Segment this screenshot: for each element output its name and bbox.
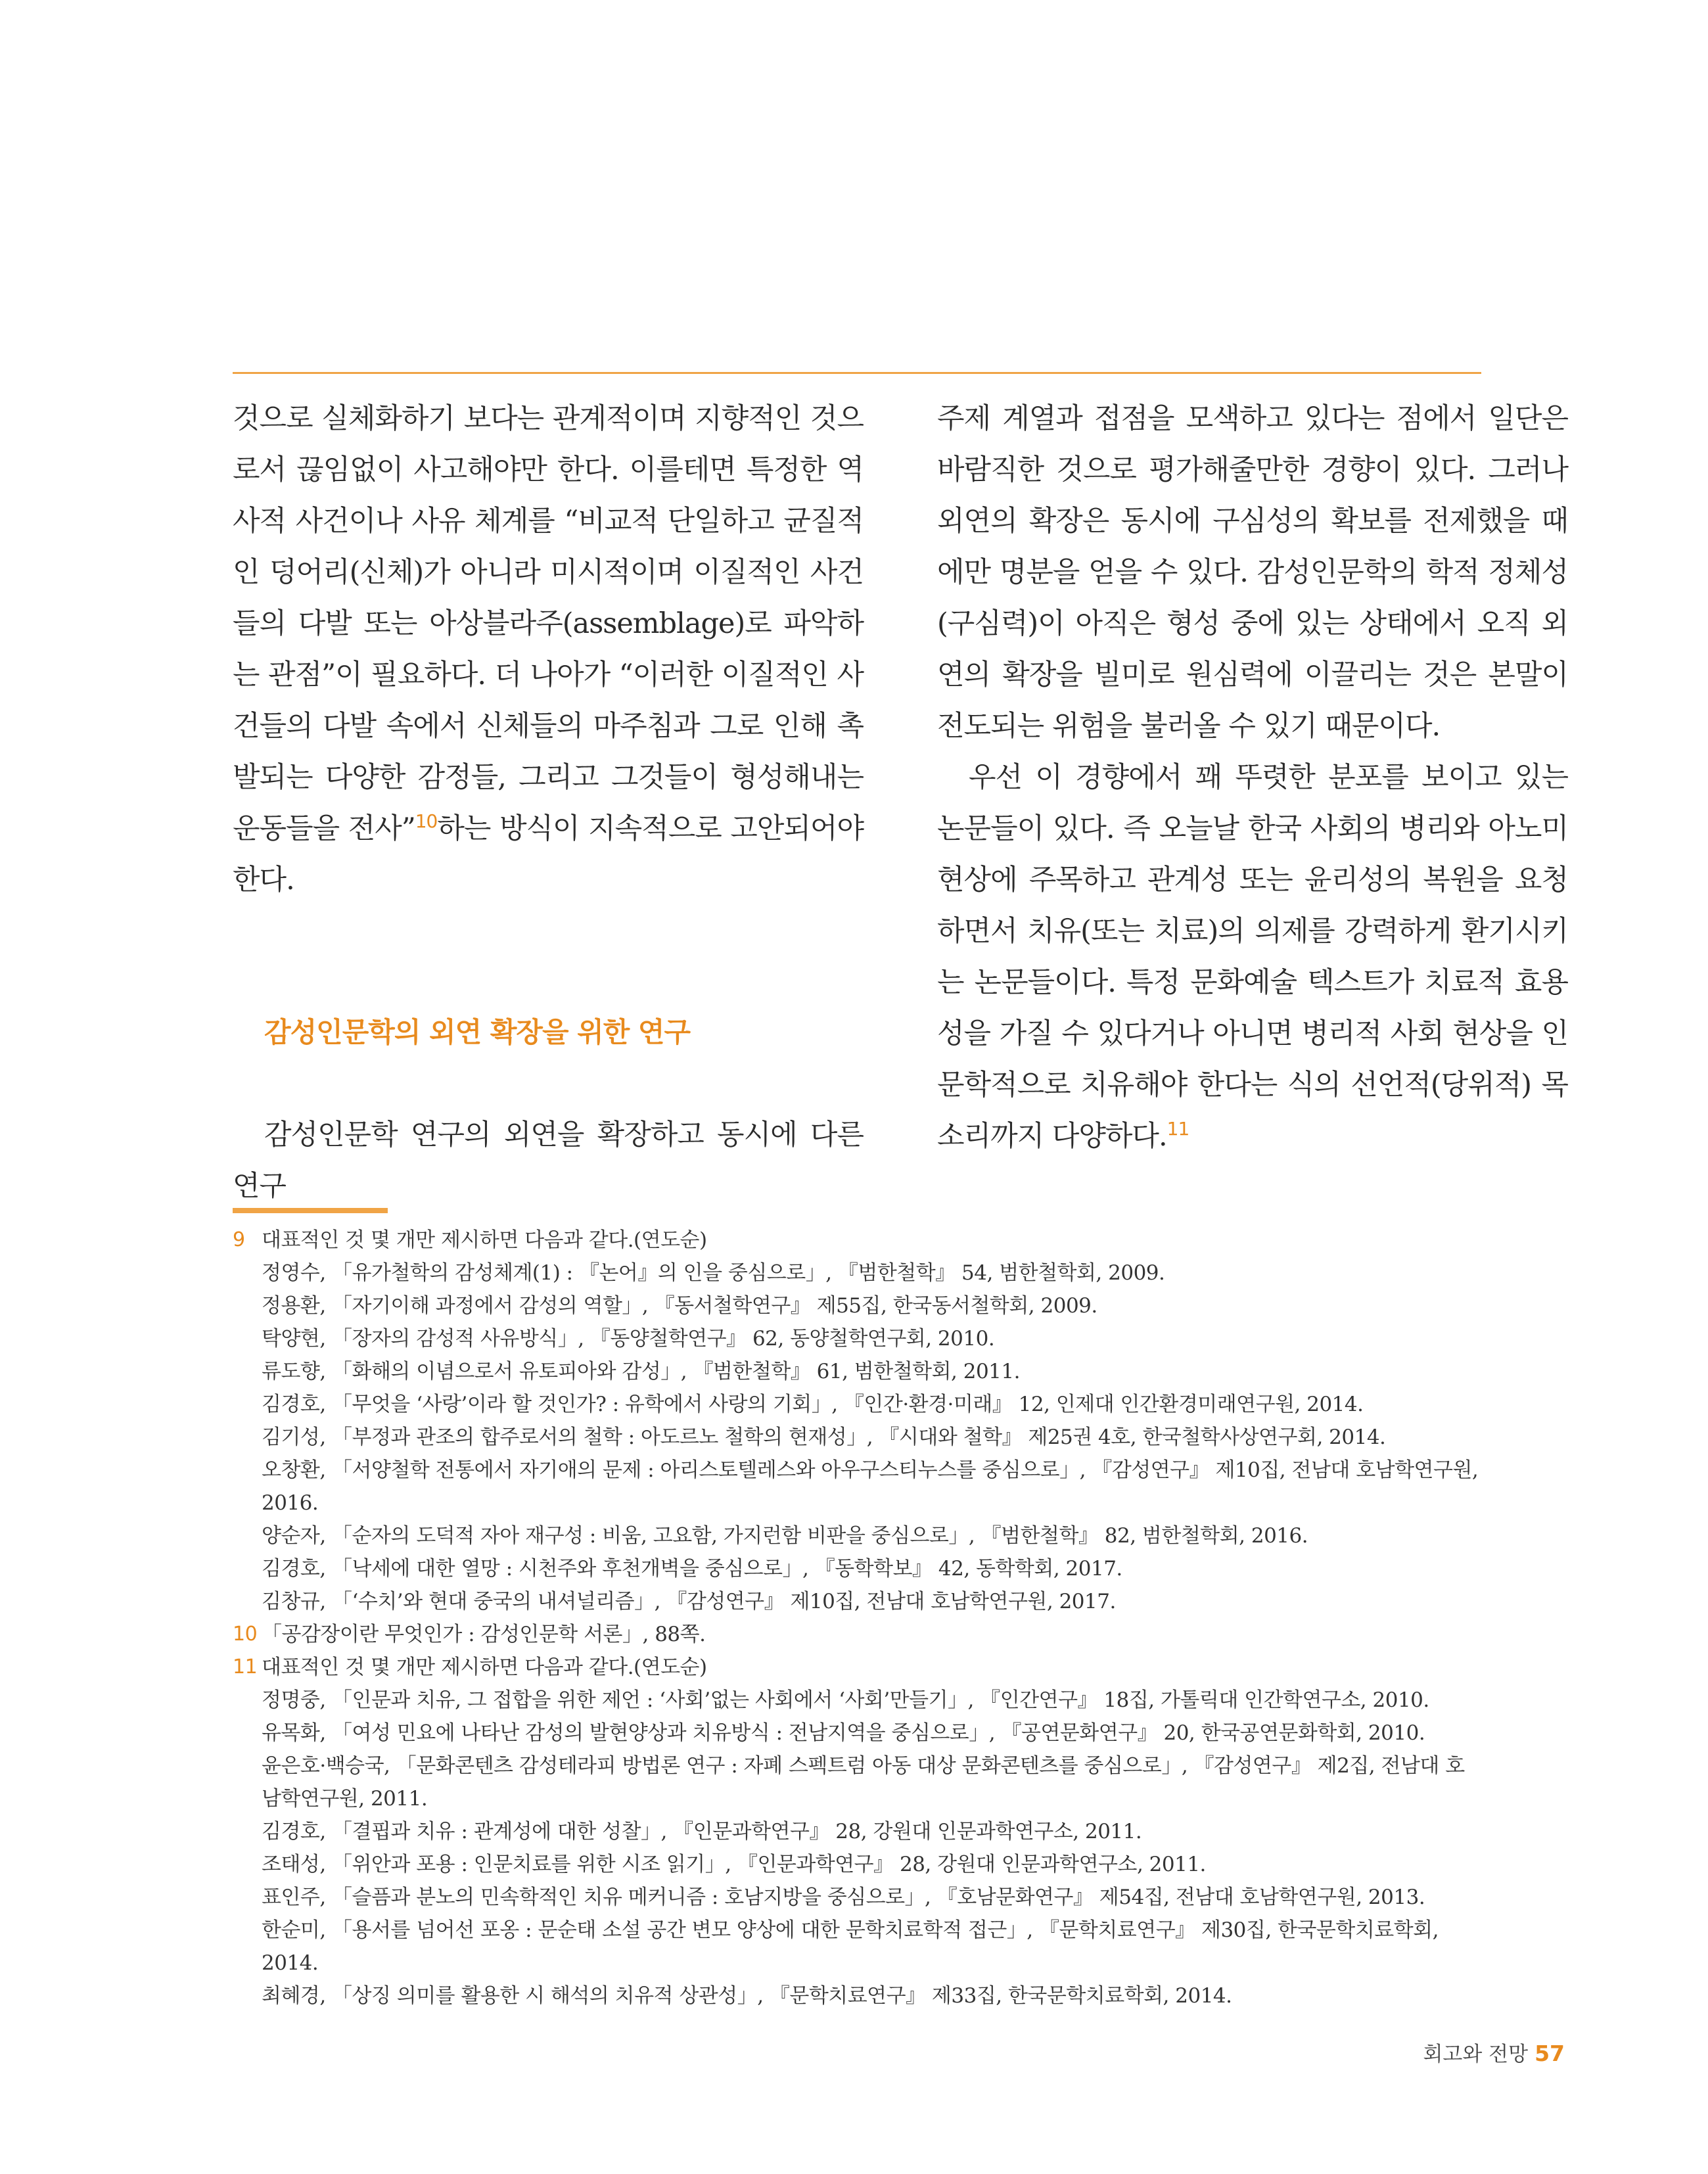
page-footer — [1423, 2037, 1565, 2067]
footnote-reference: 정명중, 「인문과 치유, 그 접합을 위한 제언 : ‘사회’없는 사회에서 ‘사회’만들기」, 『인간연구』 18집, 가톨릭대 인간학연구소, 2010. — [262, 1688, 1429, 1712]
footnote-9 — [233, 1224, 1481, 1618]
footnote-reference: 김창규, 「‘수치’와 현대 중국의 내셔널리즘」, 『감성연구』 제10집, 전남대 호남학연구원, 2017. — [262, 1590, 1116, 1613]
footnote-reference: 최혜경, 「상징 의미를 활용한 시 해석의 치유적 상관성」, 『문학치료연구』 제33집, 한국문학치료학회, 2014. — [262, 1984, 1232, 2008]
body-paragraph: 것으로 실체화하기 보다는 관계적이며 지향적인 것으로서 끊임없이 사고해야만 한다. 이를테면 특정한 역사적 사건이나 사유 체계를 “비교적 단일하고 균질적인 덩어리(신체)가 아니라 미시적이며 이질적인 사건들의 다발 또는 아상블라주(assemblage)로 파악하는 관점”이 필요하다. 더 나아가 “이러한 이질적인 사건들의 다발 속에서 신체들의 마주침과 그로 인해 촉발되는 다양한 감정들, 그리고 그것들이 형성해내는 운동들을 전사”$^{10}$하는 방식이 지속적으로 고안되어야 한다. — [233, 402, 864, 896]
footnote-11 — [233, 1651, 1481, 2012]
footnote-intro: 대표적인 것 몇 개만 제시하면 다음과 같다.(연도순) — [262, 1655, 707, 1679]
footnote-text: 「공감장이란 무엇인가 : 감성인문학 서론」, 88쪽. — [262, 1623, 706, 1646]
section-heading: 감성인문학의 외연 확장을 위한 연구 — [264, 1016, 691, 1048]
footnote-number: 9 — [233, 1228, 245, 1251]
footnote-reference: 정용환, 「자기이해 과정에서 감성의 역할」, 『동서철학연구』 제55집, 한국동서철학회, 2009. — [262, 1294, 1097, 1318]
footnote-reference: 오창환, 「서양철학 전통에서 자기애의 문제 : 아리스토텔레스와 아우구스티누스를 중심으로」, 『감성연구』 제10집, 전남대 호남학연구원, 2016. — [262, 1458, 1479, 1515]
top-rule — [233, 372, 1481, 374]
footnote-reference: 정영수, 「유가철학의 감성체계(1) : 『논어』의 인을 중심으로」, 『범한철학』 54, 범한철학회, 2009. — [262, 1261, 1165, 1285]
footnote-number: 10 — [233, 1623, 258, 1646]
footnote-reference: 표인주, 「슬픔과 분노의 민속학적인 치유 메커니즘 : 호남지방을 중심으로」, 『호남문화연구』 제54집, 전남대 호남학연구원, 2013. — [262, 1885, 1425, 1909]
footnotes — [233, 1224, 1481, 2012]
footnote-number: 11 — [233, 1655, 258, 1678]
right-column — [937, 393, 1568, 1162]
footnote-reference: 탁양현, 「장자의 감성적 사유방식」, 『동양철학연구』 62, 동양철학연구회, 2010. — [262, 1327, 995, 1351]
body-paragraph: 주제 계열과 접점을 모색하고 있다는 점에서 일단은 바람직한 것으로 평가해줄만한 경향이 있다. 그러나 외연의 확장은 동시에 구심성의 확보를 전제했을 때에만 명분을 얻을 수 있다. 감성인문학의 학적 정체성(구심력)이 아직은 형성 중에 있는 상태에서 오직 외연의 확장을 빌미로 원심력에 이끌리는 것은 본말이 전도되는 위험을 불러올 수 있기 때문이다. — [937, 402, 1568, 743]
body-paragraph: 우선 이 경향에서 꽤 뚜렷한 분포를 보이고 있는 논문들이 있다. 즉 오늘날 한국 사회의 병리와 아노미 현상에 주목하고 관계성 또는 윤리성의 복원을 요청하면서 치유(또는 치료)의 의제를 강력하게 환기시키는 논문들이다. 특정 문화예술 텍스트가 치료적 효용성을 가질 수 있다거나 아니면 병리적 사회 현상을 인문학적으로 치유해야 한다는 식의 선언적(당위적) 목소리까지 다양하다.$^{11}$ — [937, 761, 1568, 1153]
body-paragraph: 감성인문학 연구의 외연을 확장하고 동시에 다른 연구 — [233, 1119, 864, 1203]
footnote-reference: 류도향, 「화해의 이념으로서 유토피아와 감성」, 『범한철학』 61, 범한철학회, 2011. — [262, 1360, 1020, 1383]
footnote-reference: 윤은호·백승국, 「문화콘텐츠 감성테라피 방법론 연구 : 자폐 스펙트럼 아동 대상 문화콘텐츠를 중심으로」, 『감성연구』 제2집, 전남대 호남학연구원, 2011. — [262, 1754, 1465, 1811]
footnote-reference: 김경호, 「결핍과 치유 : 관계성에 대한 성찰」, 『인문과학연구』 28, 강원대 인문과학연구소, 2011. — [262, 1820, 1142, 1843]
footnote-10 — [233, 1618, 1481, 1651]
footnote-reference: 김기성, 「부정과 관조의 합주로서의 철학 : 아도르노 철학의 현재성」, 『시대와 철학』 제25권 4호, 한국철학사상연구회, 2014. — [262, 1425, 1386, 1449]
footnote-ref-10[interactable]: 10 — [415, 810, 438, 832]
footnote-reference: 김경호, 「낙세에 대한 열망 : 시천주와 후천개벽을 중심으로」, 『동학학보』 42, 동학학회, 2017. — [262, 1557, 1122, 1581]
footnote-reference: 유목화, 「여성 민요에 나타난 감성의 발현양상과 치유방식 : 전남지역을 중심으로」, 『공연문화연구』 20, 한국공연문화학회, 2010. — [262, 1721, 1425, 1745]
footnote-reference: 한순미, 「용서를 넘어선 포옹 : 문순태 소설 공간 변모 양상에 대한 문학치료학적 접근」, 『문학치료연구』 제30집, 한국문학치료학회, 2014. — [262, 1918, 1439, 1975]
left-column — [233, 393, 864, 1212]
footnote-ref-11[interactable]: 11 — [1166, 1118, 1189, 1140]
running-title: 회고와 전망 — [1423, 2043, 1529, 2066]
footnote-rule — [233, 1208, 388, 1213]
footnote-intro: 대표적인 것 몇 개만 제시하면 다음과 같다.(연도순) — [262, 1228, 707, 1252]
footnote-reference: 김경호, 「무엇을 ‘사랑’이라 할 것인가? : 유학에서 사랑의 기회」, 『인간·환경·미래』 12, 인제대 인간환경미래연구원, 2014. — [262, 1393, 1364, 1416]
page-number: 57 — [1535, 2041, 1565, 2066]
footnote-reference: 양순자, 「순자의 도덕적 자아 재구성 : 비움, 고요함, 가지런함 비판을 중심으로」, 『범한철학』 82, 범한철학회, 2016. — [262, 1524, 1308, 1548]
footnote-reference: 조태성, 「위안과 포용 : 인문치료를 위한 시조 읽기」, 『인문과학연구』 28, 강원대 인문과학연구소, 2011. — [262, 1853, 1206, 1876]
